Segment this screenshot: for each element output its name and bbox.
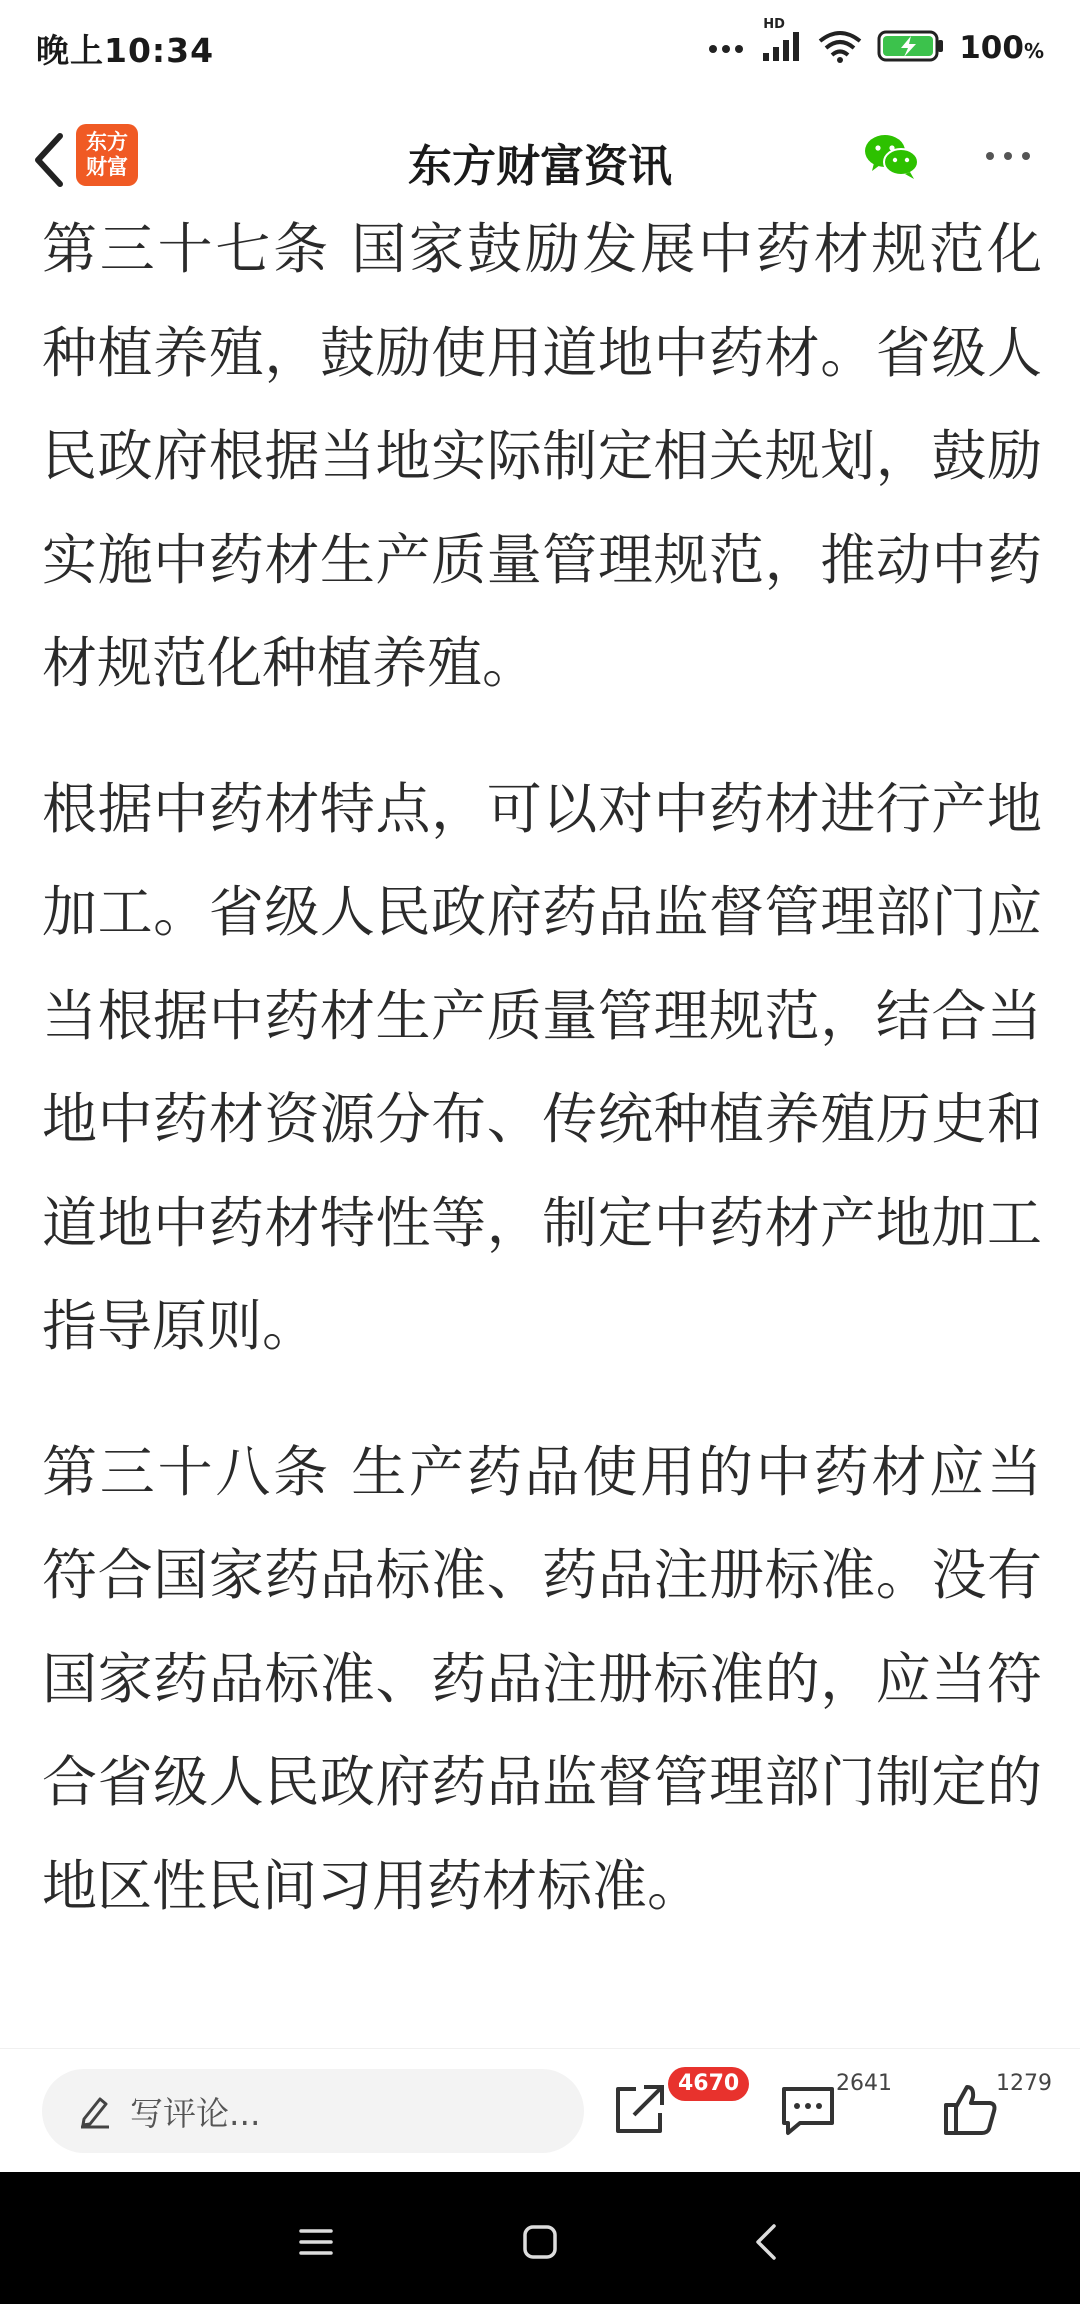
status-icons bbox=[707, 17, 1044, 67]
article-paragraph: 第三十八条 生产药品使用的中药材应当符合国家药品标准、药品注册标准。没有国家药品标准、药品注册标准的，应当符合省级人民政府药品监督管理部门制定的地区性民间习用药材标准。 bbox=[42, 1439, 1042, 1918]
like-button[interactable] bbox=[940, 2079, 1000, 2139]
wechat-share-button[interactable] bbox=[862, 126, 922, 186]
comment-input[interactable] bbox=[42, 2069, 584, 2153]
share-count-badge: 4670 bbox=[668, 2067, 749, 2101]
dots-icon bbox=[707, 39, 747, 58]
battery-value: 100 bbox=[959, 30, 1024, 66]
system-navigation-bar bbox=[0, 2172, 1080, 2304]
top-navbar bbox=[0, 100, 1080, 220]
logo-text-line1: 东方 bbox=[86, 130, 128, 154]
logo-text-line2: 财富 bbox=[86, 155, 128, 179]
comment-count: 2641 bbox=[836, 2071, 892, 2096]
system-home-button[interactable] bbox=[510, 2212, 570, 2272]
share-icon bbox=[610, 2079, 670, 2139]
comment-placeholder: 写评论... bbox=[130, 2093, 261, 2133]
article-paragraph: 第三十七条 国家鼓励发展中药材规范化种植养殖，鼓励使用道地中药材。省级人民政府根据当地实际制定相关规划，鼓励实施中药材生产质量管理规范，推动中药材规范化种植养殖。 bbox=[42, 217, 1042, 695]
menu-icon bbox=[298, 2227, 334, 2257]
comment-icon bbox=[778, 2079, 838, 2139]
system-back-button[interactable] bbox=[736, 2212, 796, 2272]
more-dots-icon bbox=[1004, 152, 1012, 160]
share-button[interactable] bbox=[610, 2079, 670, 2139]
home-square-icon bbox=[522, 2224, 558, 2260]
like-count: 1279 bbox=[996, 2071, 1052, 2096]
system-menu-button[interactable] bbox=[286, 2212, 346, 2272]
battery-icon bbox=[877, 30, 945, 66]
article-paragraph: 根据中药材特点，可以对中药材进行产地加工。省级人民政府药品监督管理部门应当根据中药材生产质量管理规范，结合当地中药材资源分布、传统种植养殖历史和道地中药材特性等，制定中药材产地加工指导原则。 bbox=[42, 776, 1042, 1358]
status-bar bbox=[0, 0, 1080, 96]
article-content[interactable] bbox=[42, 212, 1042, 2052]
back-arrow-icon bbox=[752, 2222, 780, 2262]
network-label: HD bbox=[763, 17, 785, 32]
status-time: 晚上10:34 bbox=[36, 30, 215, 70]
bottom-action-bar bbox=[0, 2048, 1080, 2173]
more-dots-icon bbox=[986, 152, 994, 160]
wifi-icon bbox=[817, 29, 863, 67]
pen-icon bbox=[78, 2093, 112, 2129]
more-button[interactable] bbox=[978, 136, 1038, 176]
battery-percent bbox=[959, 30, 1044, 66]
thumbs-up-icon bbox=[940, 2079, 1000, 2139]
page-title: 东方财富资讯 bbox=[408, 141, 672, 192]
comments-button[interactable] bbox=[778, 2079, 838, 2139]
more-dots-icon bbox=[1022, 152, 1030, 160]
battery-unit: % bbox=[1023, 39, 1044, 63]
signal-icon bbox=[761, 17, 803, 67]
wechat-icon bbox=[862, 126, 922, 186]
